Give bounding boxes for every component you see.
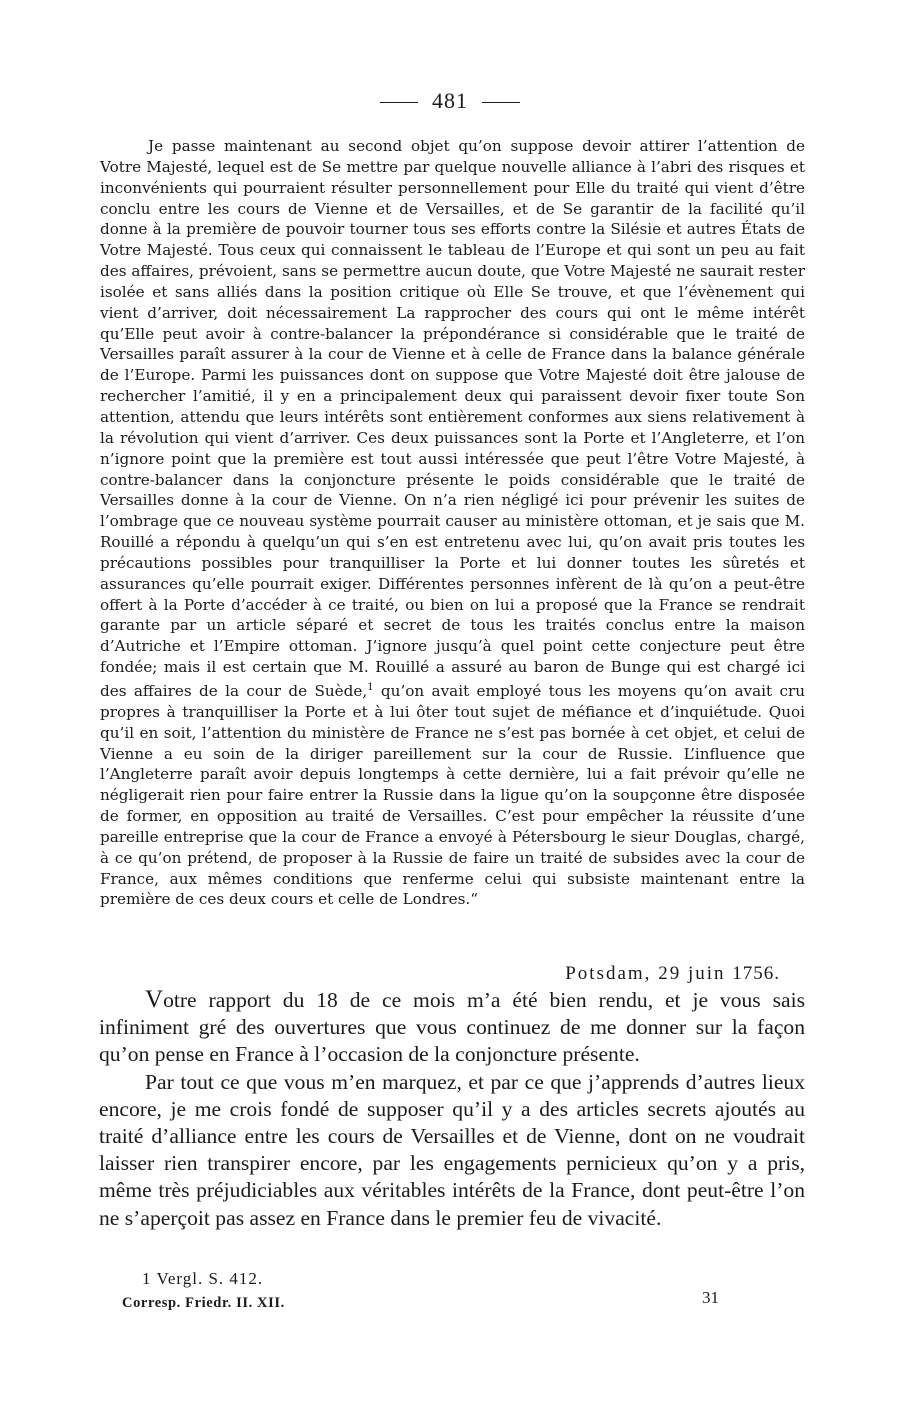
page-header (0, 86, 900, 116)
page-number: 481 (432, 88, 468, 113)
footnote-reference: 1 (367, 681, 374, 693)
letter-paragraph: Votre rapport du 18 de ce mois m’a été bien rendu, et je vous sais infiniment gré des ouvertures que vous continuez de me donner sur la façon qu’on pense en France à l’occasion de la conjoncture présente. (99, 986, 805, 1067)
header-rule-left (380, 102, 418, 103)
letter-paragraph: Par tout ce que vous m’en marquez, et par ce que j’apprends d’autres lieux encore, je me crois fondé de supposer qu’il y a des articles secrets ajoutés au traité d’alliance entre les cours de Versailles et de Vienne, dont on ne voudrait laisser rien transpirer encore, par les engagements pernicieux qu’on y a pris, même très préjudiciables aux véritables intérêts de la France, dont peut-être l’on ne s’aperçoit pas assez en France dans le premier feu de vivacité. (99, 1069, 805, 1230)
footer-sheet-number: 31 (702, 1288, 719, 1307)
header-rule-right (482, 102, 520, 103)
dateline (565, 961, 780, 987)
dateline-date: 29 juin (658, 963, 726, 984)
footer-source-signature: Corresp. Friedr. II. XII. (122, 1295, 285, 1311)
footnote: 1 Vergl. S. 412. (142, 1269, 264, 1288)
quote-text-continued: qu’on avait employé tous les moyens qu’on avait cru propres à tranquilliser la Porte et à lui ôter tout sujet de méfiance et d’inquiétude. Quoi qu’il en soit, l’attention du ministère de France ne s’est pas bornée à cet objet, et celui de Vienne a eu soin de la diriger pareillement sur la cour de Russie. L’influence que l’Angleterre paraît avoir depuis longtemps à cette dernière, lui a fait prévoir qu’elle ne négligerait rien pour faire entrer la Russie dans la ligue qu’on la soupçonne être disposée de former, en opposition au traité de Versailles. C’est pour empêcher la réussite d’une pareille entreprise que la cour de France a envoyé à Pétersbourg le sieur Douglas, chargé, à ce qu’on prétend, de proposer à la Russie de faire un traité de subsides avec la cour de France, aux mêmes conditions que renferme celui qui subsiste maintenant entre la première de ces deux cours et celle de Londres.“ (100, 682, 805, 909)
quote-text: Je passe maintenant au second objet qu’on suppose devoir attirer l’attention de Votre Majesté, lequel est de Se mettre par quelque nouvelle alliance à l’abri des risques et inconvénients qui pourraient résulter personnellement pour Elle du traité qui vient d’être conclu entre les cours de Vienne et de Versailles, et de Se garantir de la facilité qu’il donne à la première de pouvoir tourner tous ses efforts contre la Silésie et autres États de Votre Majesté. Tous ceux qui connaissent le tableau de l’Europe et qui sont un peu au fait des affaires, prévoient, sans se permettre aucun doute, que Votre Majesté ne saurait rester isolée et sans alliés dans la position critique où Elle Se trouve, et que l’évènement qui vient d’arriver, doit nécessairement La rapprocher des cours qui ont le même intérêt qu’Elle peut avoir à contre-balancer la prépondérance si considérable que le traité de Versailles paraît assurer à la cour de Vienne et à celle de France dans la balance générale de l’Europe. Parmi les puissances dont on suppose que Votre Majesté doit être jalouse de rechercher l’amitié, il y en a principalement deux qui paraissent devoir fixer toute Son attention, attendu que leurs intérêts sont entièrement conformes aux siens relativement à la révolution qui vient d’arriver. Ces deux puissances sont la Porte et l’Angleterre, et l’on n’ignore point que la première est tout aussi intéressée que peut l’être Votre Majesté, à contre-balancer dans la conjoncture présente le poids considérable que le traité de Versailles donne à la cour de Vienne. On n’a rien négligé ici pour prévenir les suites de l’ombrage que ce nouveau système pourrait causer au ministère ottoman, et je sais que M. Rouillé a répondu à quelqu’un qui s’en est entretenu avec lui, qu’on avait pris toutes les précautions possibles pour tranquilliser la Porte et lui donner toutes les sûretés et assurances qu’elle pourrait exiger. Différentes personnes infèrent de là qu’on a peut-être offert à la Porte d’accéder à ce traité, ou bien on lui a proposé que la France se rendrait garante par un article séparé et secret de tous les traités conclus entre la maison d’Autriche et l’Empire ottoman. J’ignore jusqu’à quel point cette conjecture peut être fondée; mais il est certain que M. Rouillé a assuré au baron de Bunge qui est chargé ici des affaires de la cour de Suède, (100, 137, 805, 700)
dateline-year: 1756. (732, 963, 780, 984)
quoted-report-paragraph (100, 136, 805, 910)
dateline-place: Potsdam, (565, 963, 652, 984)
letter-body (99, 986, 805, 1232)
